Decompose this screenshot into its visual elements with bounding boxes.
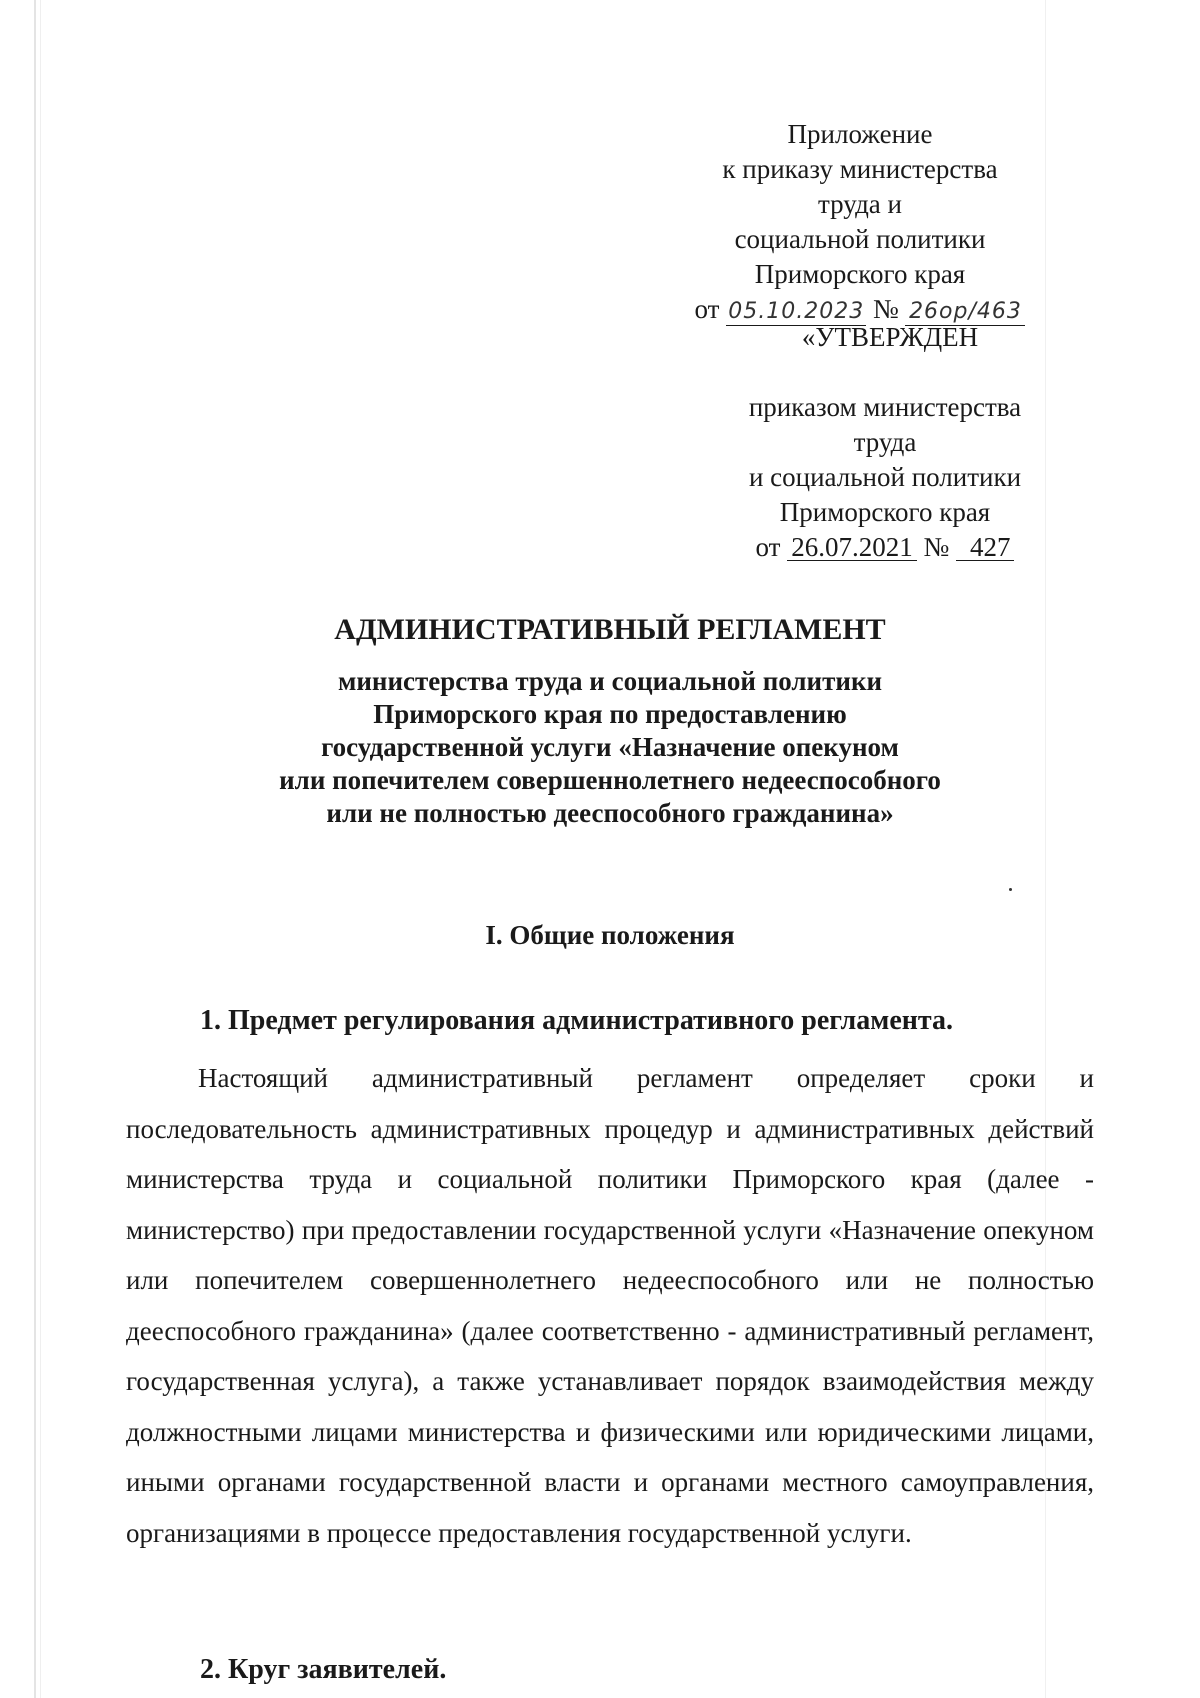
approved-line-3: Приморского края xyxy=(779,497,991,527)
appendix-number-label: № xyxy=(872,294,899,324)
appendix-line-1: Приложение xyxy=(787,119,933,149)
appendix-block xyxy=(690,117,1030,327)
subtitle-line: государственной услуги «Назначение опекуном xyxy=(321,732,899,762)
appendix-line-2: к приказу министерства труда и xyxy=(722,154,998,219)
appendix-from-label: от xyxy=(694,294,720,324)
scan-edge-left xyxy=(34,0,36,1698)
subtitle-line: Приморского края по предоставлению xyxy=(373,699,847,729)
approved-heading: «УТВЕРЖДЕН xyxy=(801,322,979,352)
scan-edge-left-secondary xyxy=(40,0,41,1698)
approved-date: 26.07.2021 xyxy=(787,534,917,561)
approved-block xyxy=(715,390,1055,565)
approved-number-label: № xyxy=(923,532,950,562)
appendix-line-3: социальной политики xyxy=(734,224,986,254)
approved-from-label: от xyxy=(755,532,781,562)
section-heading: I. Общие положения xyxy=(485,920,735,950)
subtitle-line: или не полностью дееспособного гражданина» xyxy=(326,798,894,828)
approved-line-1: приказом министерства труда xyxy=(748,392,1022,457)
approved-line-2: и социальной политики xyxy=(748,462,1022,492)
document-subtitle xyxy=(120,665,1100,830)
subtitle-line: министерства труда и социальной политики xyxy=(337,666,883,696)
approved-number: 427 xyxy=(956,534,1015,561)
appendix-line-4: Приморского края xyxy=(754,259,966,289)
subtitle-line: или попечителем совершеннолетнего недееспособного xyxy=(279,765,941,795)
item-1-paragraph: Настоящий административный регламент определяет сроки и последовательность административных процедур и административных действий министерства труда и социальной политики Приморского края (далее - министерство) при предоставлении государственной услуги «Назначение опекуном или попечителем совершеннолетнего недееспособного или не полностью дееспособного гражданина» (далее соответственно - административный регламент, государственная услуга), а также устанавливает порядок взаимодействия между должностными лицами министерства и физическими или юридическими лицами, иными органами государственной власти и органами местного самоуправления, организациями в процессе предоставления государственной услуги. xyxy=(126,1063,1094,1548)
scan-speck xyxy=(1009,888,1012,891)
document-title: АДМИНИСТРАТИВНЫЙ РЕГЛАМЕНТ xyxy=(334,613,886,646)
item-2-heading: 2. Круг заявителей. xyxy=(200,1654,447,1685)
item-1-heading: 1. Предмет регулирования административного регламента. xyxy=(200,1005,953,1036)
appendix-date-handwritten: 05.10.2023 xyxy=(726,299,866,326)
approved-date-line xyxy=(715,530,1055,565)
appendix-number-handwritten: 26ор/463 xyxy=(905,299,1025,326)
